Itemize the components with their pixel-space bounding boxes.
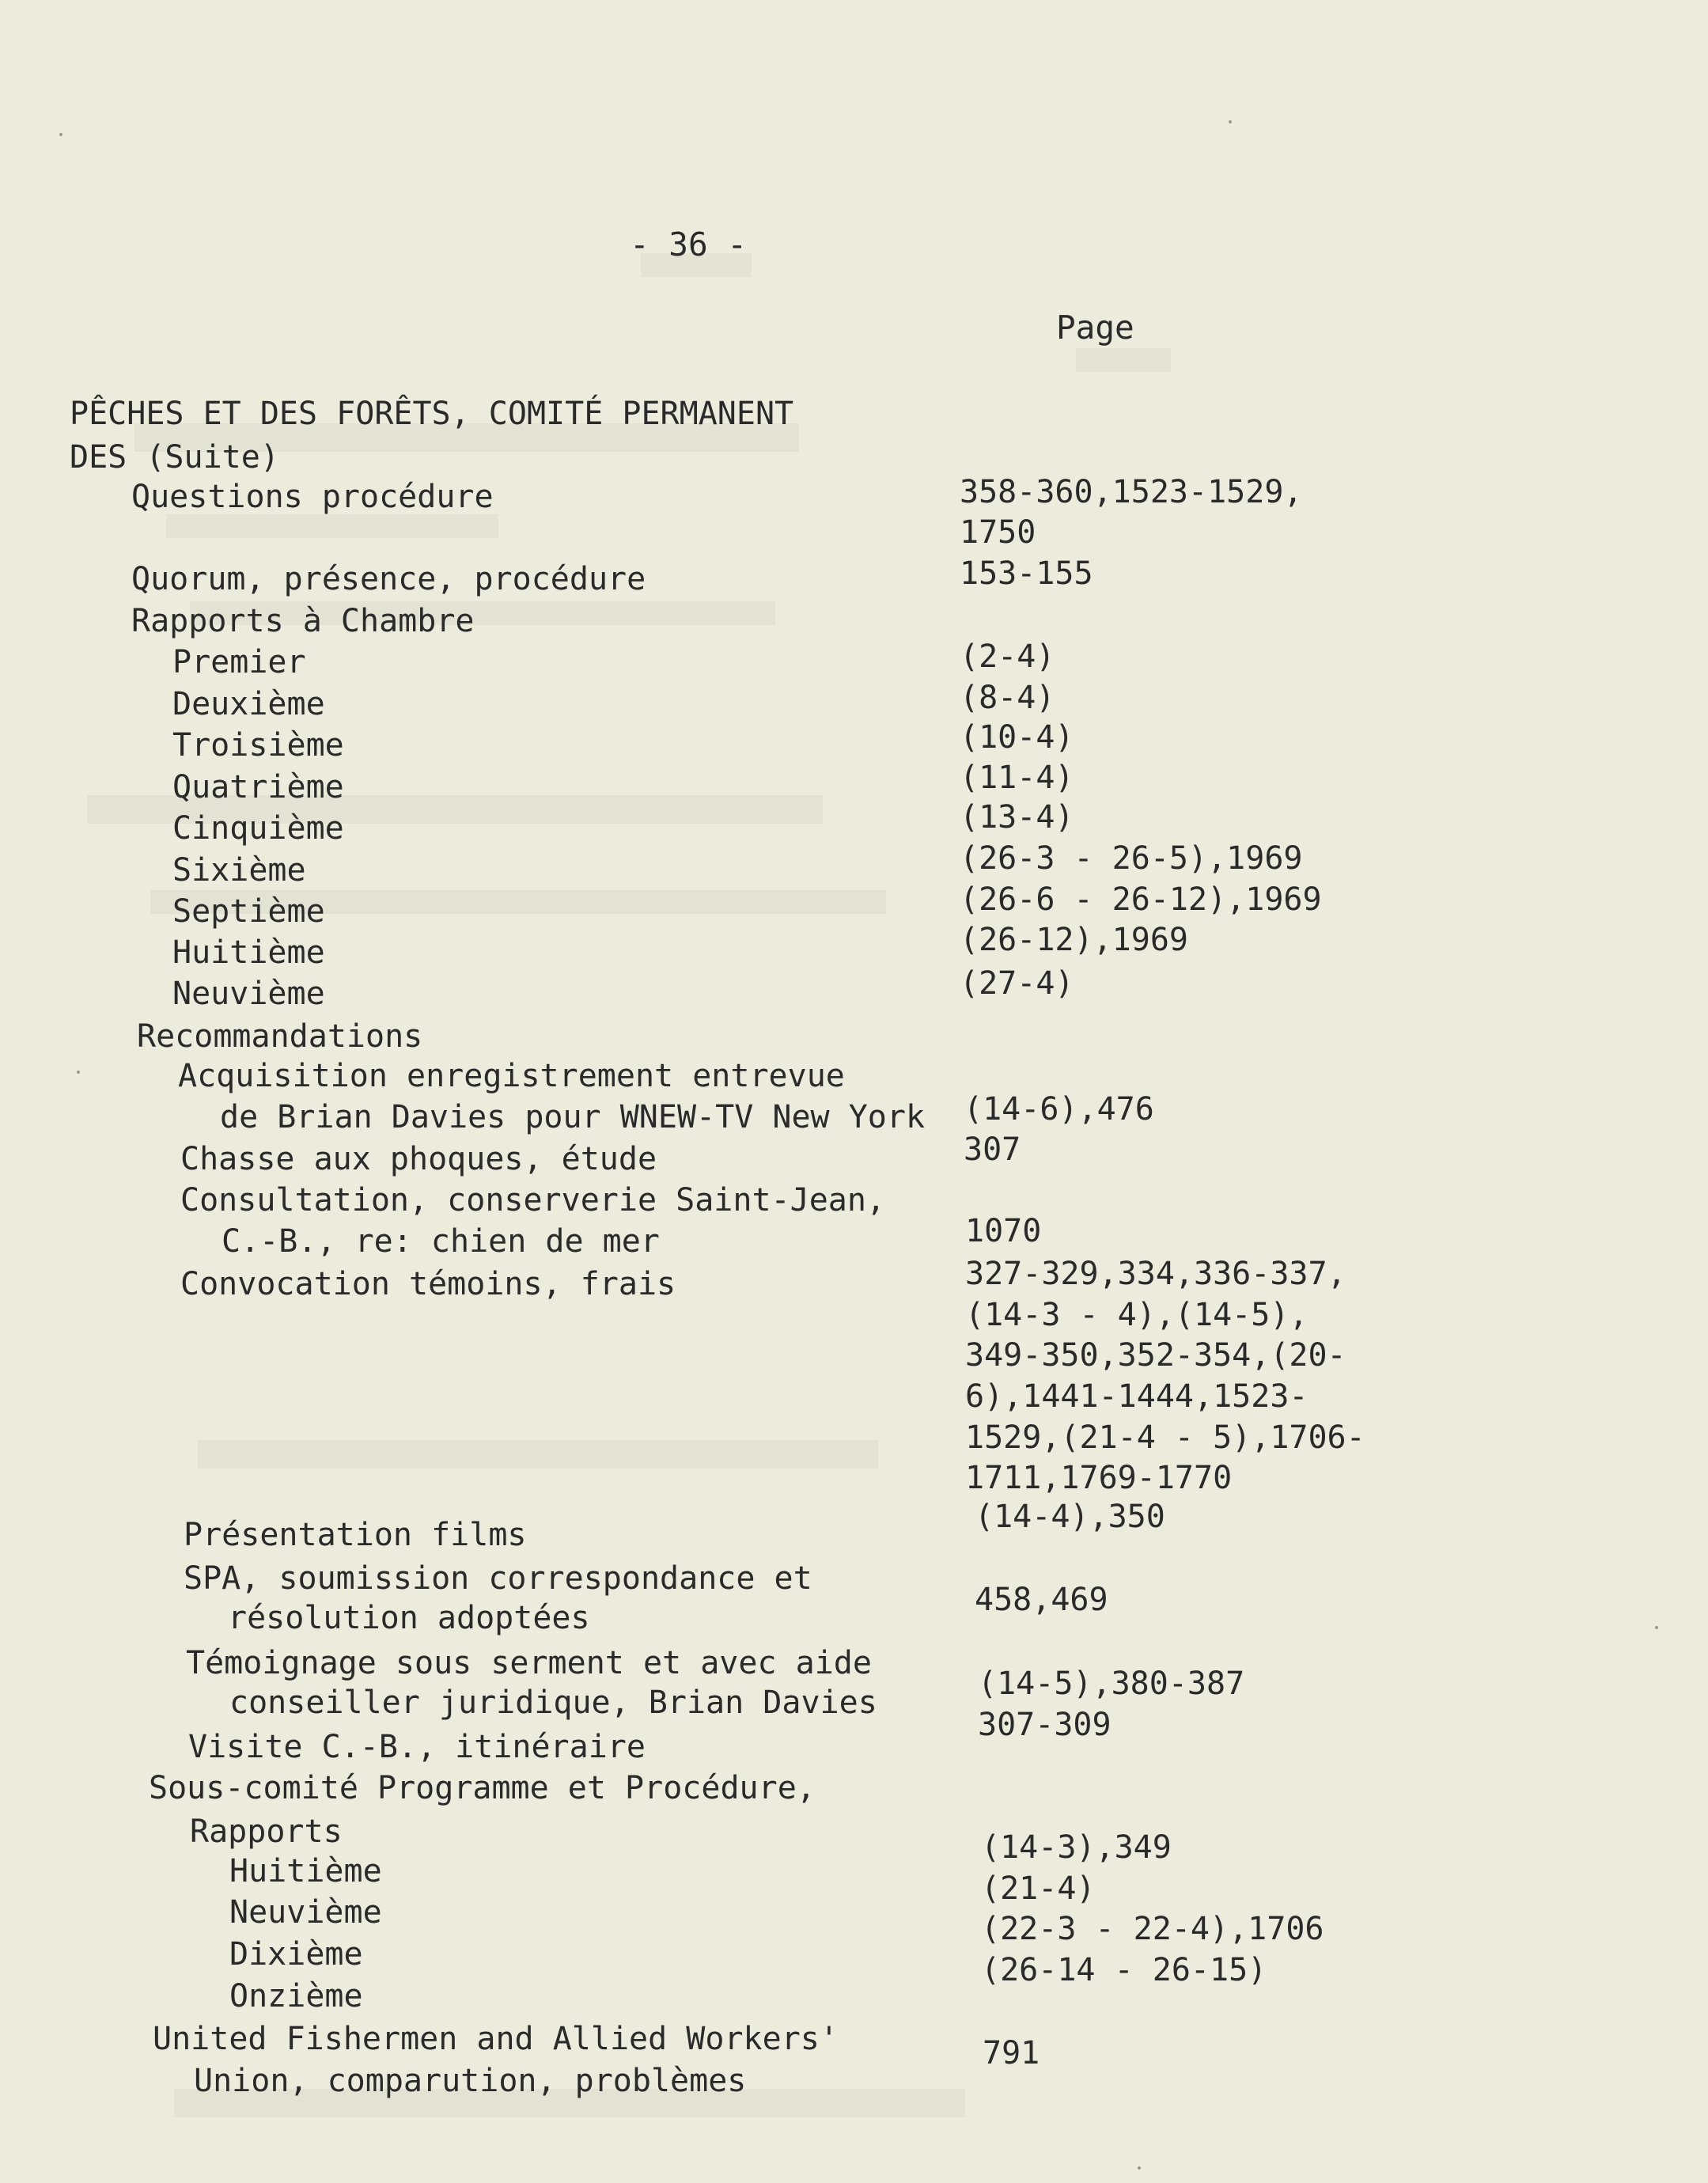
entry-label: Sous-comité Programme et Procédure, — [149, 1770, 816, 1806]
entry-label: Chasse aux phoques, étude — [180, 1141, 657, 1177]
entry-label: Sixième — [172, 852, 306, 889]
entry-label: Quorum, présence, procédure — [131, 561, 646, 597]
entry-page-ref: (14-5),380-387 — [978, 1666, 1245, 1702]
entry-label: Huitième — [172, 934, 325, 971]
entry-label: Acquisition enregistrement entrevue — [178, 1058, 845, 1094]
entry-label: conseiller juridique, Brian Davies — [229, 1685, 877, 1721]
entry-page-ref: (26-14 - 26-15) — [981, 1952, 1267, 1988]
entry-page-ref: (21-4) — [981, 1870, 1096, 1907]
entry-page-ref: 1529,(21-4 - 5),1706- — [965, 1419, 1365, 1456]
entry-page-ref: (22-3 - 22-4),1706 — [981, 1911, 1324, 1947]
entry-page-ref: (11-4) — [960, 760, 1074, 796]
entry-label: Septième — [172, 893, 325, 930]
entry-label: Consultation, conserverie Saint-Jean, — [180, 1182, 886, 1218]
entry-page-ref: (2-4) — [960, 639, 1055, 675]
entry-page-ref: 791 — [983, 2035, 1040, 2071]
entry-page-ref: (14-6),476 — [964, 1091, 1154, 1128]
entry-page-ref: 358-360,1523-1529, — [960, 474, 1303, 510]
entry-label: Deuxième — [172, 686, 325, 722]
section-heading-line2: DES (Suite) — [70, 439, 279, 476]
entry-page-ref: 458,469 — [975, 1582, 1108, 1618]
entry-page-ref: (14-3),349 — [981, 1829, 1172, 1866]
section-heading-line1: PÊCHES ET DES FORÊTS, COMITÉ PERMANENT — [70, 396, 794, 432]
entry-label: Questions procédure — [131, 479, 494, 515]
entry-page-ref: (14-4),350 — [975, 1499, 1165, 1535]
entry-label: SPA, soumission correspondance et — [184, 1560, 812, 1597]
entry-label: Témoignage sous serment et avec aide — [186, 1645, 872, 1681]
entry-label: Rapports à Chambre — [131, 603, 475, 639]
entry-page-ref: (27-4) — [960, 965, 1074, 1002]
entry-page-ref: 1070 — [965, 1213, 1042, 1249]
entry-page-ref: 1750 — [960, 514, 1036, 551]
entry-page-ref: (10-4) — [960, 719, 1074, 756]
entry-label: résolution adoptées — [228, 1600, 590, 1636]
entry-label: C.-B., re: chien de mer — [222, 1223, 660, 1260]
entry-page-ref: 307-309 — [978, 1707, 1112, 1743]
entry-label: Cinquième — [172, 810, 344, 847]
entry-label: Troisième — [172, 727, 344, 764]
entry-page-ref: (14-3 - 4),(14-5), — [965, 1297, 1308, 1333]
entry-page-ref: (26-3 - 26-5),1969 — [960, 840, 1303, 877]
page-column-header: Page — [1056, 309, 1134, 347]
entry-label: Dixième — [229, 1936, 363, 1973]
entry-label: Onzième — [229, 1978, 363, 2014]
entry-label: Neuvième — [229, 1894, 382, 1931]
entry-page-ref: 349-350,352-354,(20- — [965, 1337, 1346, 1374]
entry-label: Visite C.-B., itinéraire — [188, 1729, 646, 1765]
entry-page-ref: 6),1441-1444,1523- — [965, 1378, 1308, 1415]
entry-page-ref: 307 — [964, 1131, 1021, 1168]
entry-label: United Fishermen and Allied Workers' — [153, 2021, 839, 2057]
entry-page-ref: 327-329,334,336-337, — [965, 1256, 1346, 1292]
entry-label: Union, comparution, problèmes — [194, 2063, 747, 2099]
entry-label: Convocation témoins, frais — [180, 1266, 676, 1302]
entry-page-ref: 153-155 — [960, 555, 1093, 592]
entry-label: Neuvième — [172, 976, 325, 1012]
entry-page-ref: (13-4) — [960, 799, 1074, 836]
entry-page-ref: 1711,1769-1770 — [965, 1460, 1233, 1496]
entry-page-ref: (26-6 - 26-12),1969 — [960, 881, 1322, 918]
entry-page-ref: (8-4) — [960, 680, 1055, 716]
page-number: - 36 - — [629, 226, 748, 263]
entry-label: Premier — [172, 644, 306, 680]
entry-label: Rapports — [190, 1813, 343, 1850]
entry-label: Huitième — [229, 1853, 382, 1889]
entry-label: de Brian Davies pour WNEW-TV New York — [220, 1099, 926, 1135]
entry-label: Recommandations — [137, 1018, 423, 1055]
entry-label: Présentation films — [184, 1517, 527, 1553]
entry-page-ref: (26-12),1969 — [960, 922, 1188, 958]
entry-label: Quatrième — [172, 769, 344, 805]
